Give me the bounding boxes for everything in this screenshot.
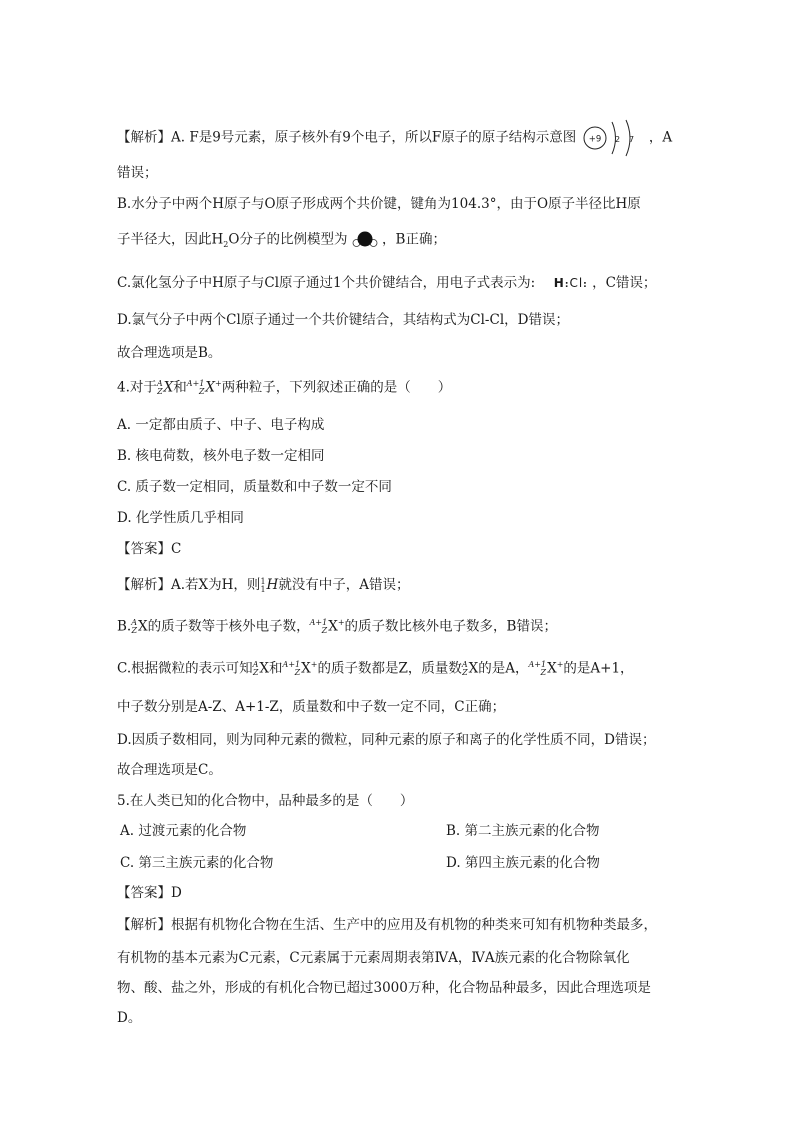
question-5-analysis-line-3: 物、酸、盐之外，形成的有机化合物已超过3000万种，化合物品种最多，因此合理选项是 [117, 980, 651, 996]
question-4-option-d[interactable]: D. 化学性质几乎相同 [117, 510, 244, 526]
question-4-analysis-d: D.因质子数相同，则为同种元素的微粒，同种元素的原子和离子的化学性质不同，D错误； [117, 732, 656, 748]
nucleus-charge: +9 [588, 134, 601, 145]
question-4-option-b[interactable]: B. 核电荷数，核外电子数一定相同 [117, 448, 325, 464]
question-5-option-d[interactable]: D. 第四主族元素的化合物 [446, 855, 600, 871]
question-5-stem: 5.在人类已知的化合物中，品种最多的是（ ） [117, 793, 414, 809]
fluorine-atom-structure-diagram [581, 118, 645, 158]
question-4-answer: 【答案】C [117, 541, 182, 557]
water-space-filling-model-icon [352, 230, 378, 250]
question-5-option-a[interactable]: A. 过渡元素的化合物 [120, 823, 247, 839]
question-5-analysis-line-4: D。 [117, 1010, 142, 1026]
analysis-conclusion: 故合理选项是B。 [117, 345, 222, 361]
question-4-analysis-c-line-2: 中子数分别是A-Z、A+1-Z，质量数和中子数一定不同，C正确； [117, 699, 506, 715]
question-5-analysis-line-1: 【解析】根据有机物化合物在生活、生产中的应用及有机物的种类来可知有机物种类最多， [117, 917, 657, 933]
question-5-answer: 【答案】D [117, 885, 182, 901]
shell-1-electrons: 2 [614, 135, 620, 144]
question-4-stem: 4.对于 A Z X和 A+1 Z X+两种粒子，下列叙述正确的是（ ） [117, 379, 452, 396]
analysis-a-line: 【解析】A. F是9号元素，原子核外有9个电子，所以F原子的原子结构示意图 +9 2 7 ，A [117, 118, 672, 158]
question-5-option-c[interactable]: C. 第三主族元素的化合物 [120, 855, 274, 871]
question-4-option-a[interactable]: A. 一定都由质子、中子、电子构成 [117, 417, 325, 433]
analysis-b-line-1: B.水分子中两个H原子与O原子形成两个共价键，键角为104.3°，由于O原子半径比H原 [117, 196, 641, 212]
question-5-option-b[interactable]: B. 第二主族元素的化合物 [446, 823, 600, 839]
analysis-c-line: C.氯化氢分子中H原子与Cl原子通过1个共价键结合，用电子式表示为: H:Cl: ，C错误； [117, 275, 657, 291]
analysis-a-line-2: 错误； [117, 165, 158, 181]
question-4-conclusion: 故合理选项是C。 [117, 762, 222, 778]
analysis-b-line-2: 子半径大，因此$H_2O$分子的比例模型为 ，B正确； [117, 231, 446, 250]
question-4-analysis-b: B. A Z X的质子数等于核外电子数， A+1 Z X+的质子数比核外电子数多，B错误； [117, 618, 557, 635]
hcl-electron-formula: H:Cl: [553, 276, 588, 291]
question-5-analysis-line-2: 有机物的基本元素为C元素，C元素属于元素周期表第ⅣA，ⅣA族元素的化合物除氧化 [117, 950, 630, 966]
question-4-analysis-a: 【解析】A.若X为H，则 1 1 H就没有中子，A错误； [117, 576, 410, 594]
analysis-d-line: D.氯气分子中两个Cl原子通过一个共价键结合，其结构式为Cl-Cl，D错误； [117, 312, 569, 328]
question-4-analysis-c-line-1: C.根据微粒的表示可知 A Z X和 A+1 Z X+的质子数都是Z，质量数 A Z X的是A， A+1 Z X+的是A+1， [117, 660, 634, 677]
question-4-option-c[interactable]: C. 质子数一定相同，质量数和中子数一定不同 [117, 479, 392, 495]
shell-2-electrons: 7 [628, 135, 634, 144]
